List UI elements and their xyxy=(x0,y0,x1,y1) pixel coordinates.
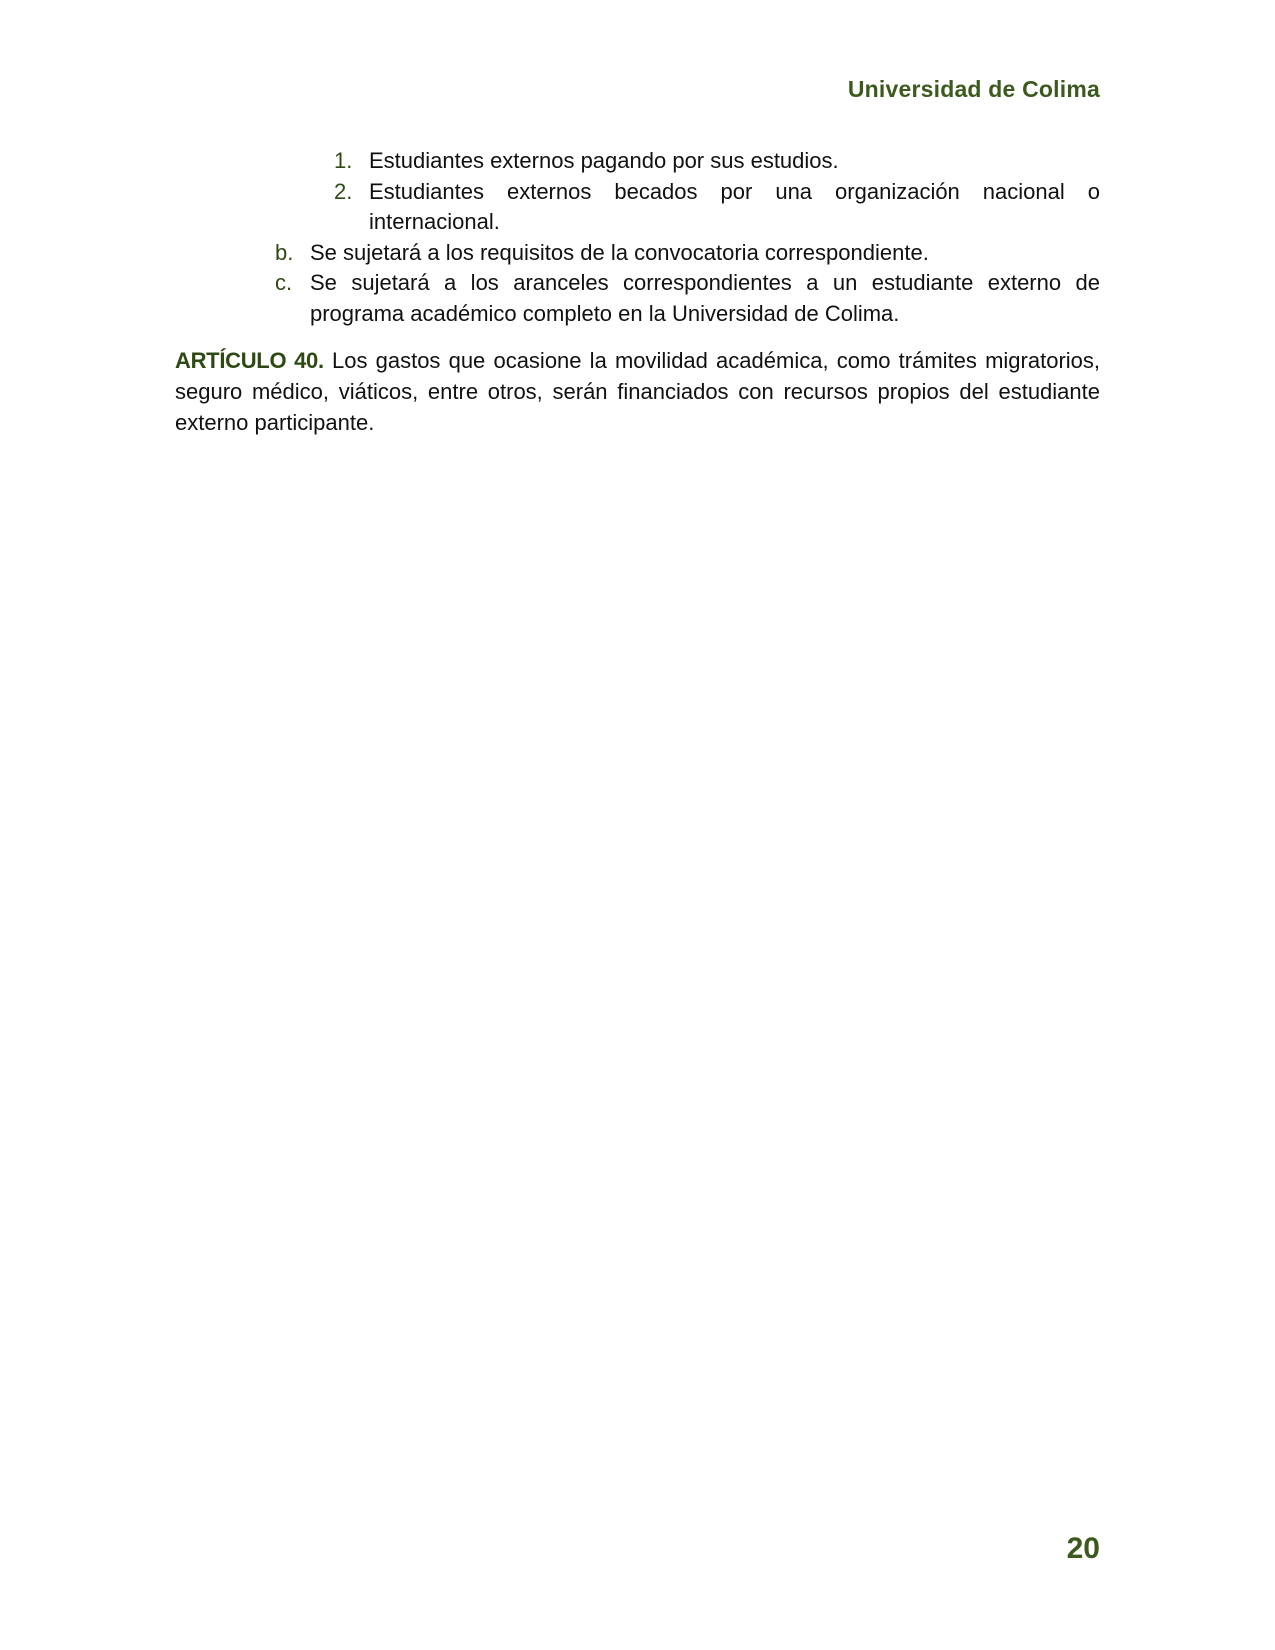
list-marker: 2. xyxy=(334,178,353,204)
article-paragraph xyxy=(175,345,1100,438)
list-item xyxy=(334,146,1100,177)
list-item-text: Se sujetará a los aranceles correspondientes a un estudiante externo de programa académico completo en la Universidad de Colima. xyxy=(310,270,1100,326)
article-text: Los gastos que ocasione la movilidad académica, como trámites migratorios, seguro médico, viáticos, entre otros, serán financiados con recursos propios del estudiante externo participante. xyxy=(175,348,1101,435)
list-item-text: Estudiantes externos becados por una organización nacional o internacional. xyxy=(369,178,1100,234)
list-item xyxy=(275,268,1100,329)
list-marker: 1. xyxy=(334,148,353,173)
list-item xyxy=(275,238,1100,269)
document-body xyxy=(175,146,1100,460)
page-header-title: Universidad de Colima xyxy=(847,76,1100,102)
page-number: 20 xyxy=(1066,1532,1100,1565)
list-item-text: Se sujetará a los requisitos de la convocatoria correspondiente. xyxy=(310,239,929,265)
list-item xyxy=(334,177,1100,238)
list-marker: c. xyxy=(275,270,293,295)
numbered-list xyxy=(334,146,1100,238)
list-item-text: Estudiantes externos pagando por sus estudios. xyxy=(369,148,839,173)
article-title: ARTÍCULO 40. xyxy=(175,348,324,373)
lettered-list xyxy=(275,238,1100,330)
list-marker: b. xyxy=(275,239,294,265)
